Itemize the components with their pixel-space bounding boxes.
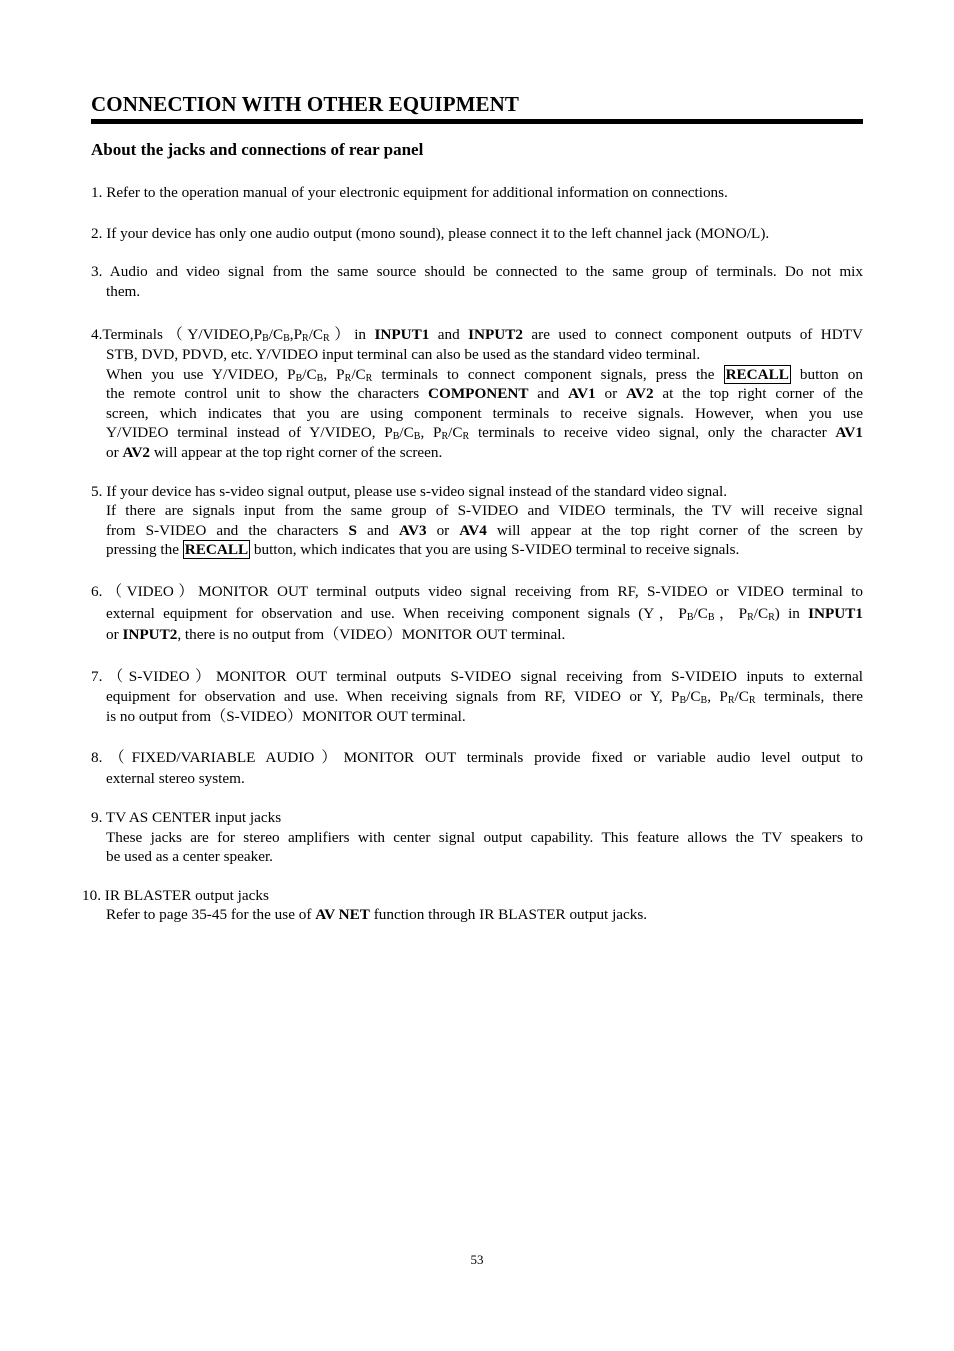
item-7-line-2: equipment for observation and use. When receiving signals from RF, VIDEO or Y, $P_B/C_B$, $P_R/C_R$ terminals, there: [106, 687, 864, 706]
item-4-line-3: When you use Y/VIDEO, $P_B/C_B$, $P_R/C_R$ terminals to connect component signals, press the RECALL button on: [106, 365, 863, 384]
list-item-4: [91, 325, 863, 462]
item-5-line-3: from S-VIDEO and the characters S and AV3 or AV4 will appear at the top right corner of the screen by: [106, 521, 863, 539]
recall-button-label: RECALL: [184, 541, 249, 559]
list-item-8: [91, 748, 863, 789]
list-item-7: [91, 667, 863, 728]
list-item-1: [91, 183, 863, 203]
item-4-line-7: or AV2 will appear at the top right corner of the screen.: [106, 443, 443, 461]
item-4-line-5: screen, which indicates that you are using component terminals to receive signals. However, when you use: [106, 404, 863, 422]
item-4-line-2: STB, DVD, PDVD, etc. Y/VIDEO input terminal can also be used as the standard video terminal.: [106, 345, 701, 363]
item-4-line-6: Y/VIDEO terminal instead of Y/VIDEO, $P_B/C_B$, $P_R/C_R$ terminals to receive video signal, only the character AV1: [106, 424, 863, 443]
list-item-5: [91, 482, 863, 560]
item-4-line-4: the remote control unit to show the characters COMPONENT and AV1 or AV2 at the top right corner of the: [106, 385, 863, 403]
list-item-2: [91, 224, 863, 244]
item-5-line-2: If there are signals input from the same group of S-VIDEO and VIDEO terminals, the TV will receive signal: [106, 502, 863, 520]
list-item-3: [91, 262, 863, 301]
item-2-text: 2. If your device has only one audio output (mono sound), please connect it to the left channel jack (MONO/L).: [91, 224, 770, 242]
input1-label: INPUT1: [374, 326, 430, 344]
item-6-line-1: 6.（VIDEO）MONITOR OUT terminal outputs video signal receiving from RF, S-VIDEO or VIDEO terminal to: [91, 582, 863, 600]
item-3-line-2: them.: [106, 282, 141, 300]
item-10-line-2: Refer to page 35-45 for the use of AV NET function through IR BLASTER output jacks.: [106, 906, 648, 924]
list-item-9: [91, 808, 863, 867]
input2-label: INPUT2: [468, 326, 523, 344]
item-6-line-2: external equipment for observation and use. When receiving component signals (Y，$P_B/C_B$，$P_R/C_R$) in INPUT1: [106, 604, 863, 623]
item-1-text: 1. Refer to the operation manual of your electronic equipment for additional information on connections.: [91, 184, 728, 201]
item-9-line-2: These jacks are for stereo amplifiers with center signal output capability. This feature allows the TV speakers to: [106, 828, 863, 846]
item-5-line-1: 5. If your device has s-video signal output, please use s-video signal instead of the standard video signal.: [91, 482, 728, 500]
page-number: 53: [470, 1252, 484, 1267]
list-item-6: [91, 581, 863, 646]
item-3-line-1: 3. Audio and video signal from the same source should be connected to the same group of terminals. Do not mix: [91, 263, 863, 281]
item-7-line-1: 7.（S-VIDEO）MONITOR OUT terminal outputs S-VIDEO signal receiving from S-VIDEIO inputs to external: [91, 667, 863, 685]
title-rule: [91, 119, 863, 124]
item-8-line-2: external stereo system.: [106, 769, 245, 787]
item-7-line-3: is no output from（S-VIDEO）MONITOR OUT terminal.: [106, 708, 466, 726]
item-10-line-1: 10. IR BLASTER output jacks: [82, 886, 269, 904]
item-9-line-3: be used as a center speaker.: [106, 848, 273, 866]
list-item-10: [82, 886, 863, 925]
page-title: CONNECTION WITH OTHER EQUIPMENT: [91, 92, 520, 116]
item-9-line-1: 9. TV AS CENTER input jacks: [91, 809, 282, 827]
section-heading: About the jacks and connections of rear panel: [91, 140, 424, 159]
recall-button-label: RECALL: [725, 365, 789, 383]
item-5-line-4: pressing the RECALL button, which indicates that you are using S-VIDEO terminal to receive signals.: [106, 541, 740, 559]
item-6-line-3: or INPUT2, there is no output from（VIDEO）MONITOR OUT terminal.: [106, 626, 566, 644]
document-body: [82, 183, 864, 925]
item-8-line-1: 8.（FIXED/VARIABLE AUDIO）MONITOR OUT terminals provide fixed or variable audio level output to: [91, 749, 863, 767]
item-4-line-1: $4.Terminals(Y/VIDEO,P_B/C_B,P_R/C_R)in$ INPUT1 and INPUT2 are used to connect component outputs of HDTV: [91, 326, 863, 345]
